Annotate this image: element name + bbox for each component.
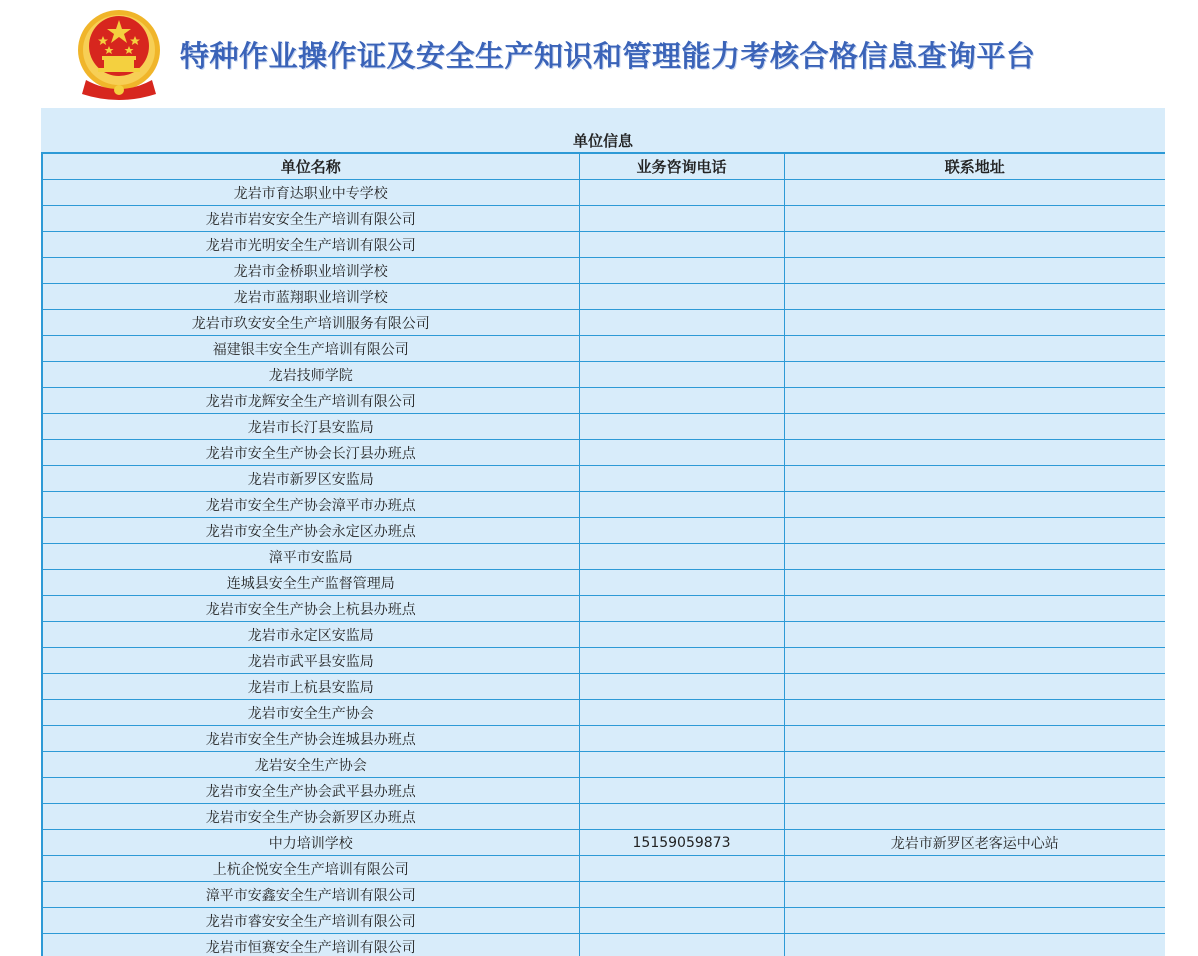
unit-name-cell: 龙岩市恒赛安全生产培训有限公司 [42,934,579,956]
address-cell [784,284,1165,310]
address-cell [784,232,1165,258]
table-row [42,232,1165,258]
table-row [42,700,1165,726]
address-cell [784,492,1165,518]
address-cell [784,778,1165,804]
table-row [42,336,1165,362]
phone-cell [579,310,784,336]
table-row [42,570,1165,596]
unit-name-cell: 龙岩安全生产协会 [42,752,579,778]
address-cell [784,180,1165,206]
phone-cell [579,206,784,232]
table-row [42,752,1165,778]
phone-cell [579,180,784,206]
unit-name-cell: 福建银丰安全生产培训有限公司 [42,336,579,362]
unit-name-cell: 龙岩市玖安安全生产培训服务有限公司 [42,310,579,336]
unit-name-cell: 龙岩市金桥职业培训学校 [42,258,579,284]
table-row [42,544,1165,570]
unit-name-cell: 龙岩市安全生产协会新罗区办班点 [42,804,579,830]
phone-cell [579,466,784,492]
panel-title: 单位信息 [572,132,633,150]
table-row [42,180,1165,206]
phone-cell [579,570,784,596]
table-row [42,492,1165,518]
unit-name-cell: 龙岩市岩安安全生产培训有限公司 [42,206,579,232]
unit-name-cell: 龙岩市新罗区安监局 [42,466,579,492]
unit-name-cell: 上杭企悦安全生产培训有限公司 [42,856,579,882]
address-cell [784,258,1165,284]
phone-cell [579,778,784,804]
site-title: 特种作业操作证及安全生产知识和管理能力考核合格信息查询平台 [180,39,1036,73]
address-cell [784,908,1165,934]
phone-cell [579,336,784,362]
unit-name-cell: 龙岩市安全生产协会连城县办班点 [42,726,579,752]
phone-cell [579,726,784,752]
phone-cell [579,414,784,440]
table-row [42,310,1165,336]
table-row [42,830,1165,856]
unit-name-cell: 连城县安全生产监督管理局 [42,570,579,596]
phone-cell [579,362,784,388]
unit-name-cell: 中力培训学校 [42,830,579,856]
unit-name-cell: 龙岩市安全生产协会 [42,700,579,726]
unit-name-cell: 龙岩市光明安全生产培训有限公司 [42,232,579,258]
table-row [42,908,1165,934]
unit-name-cell: 龙岩市武平县安监局 [42,648,579,674]
unit-name-cell: 龙岩市永定区安监局 [42,622,579,648]
phone-cell [579,284,784,310]
phone-cell [579,622,784,648]
phone-cell [579,674,784,700]
table-row [42,362,1165,388]
phone-cell [579,934,784,956]
address-cell [784,544,1165,570]
unit-name-cell: 龙岩市安全生产协会武平县办班点 [42,778,579,804]
address-cell [784,648,1165,674]
address-cell [784,206,1165,232]
unit-name-cell: 龙岩技师学院 [42,362,579,388]
table-row [42,726,1165,752]
address-cell [784,336,1165,362]
address-cell [784,726,1165,752]
address-cell [784,518,1165,544]
unit-info-panel [41,108,1165,956]
address-cell [784,570,1165,596]
address-cell [784,856,1165,882]
address-cell [784,362,1165,388]
address-cell [784,700,1165,726]
unit-name-cell: 龙岩市安全生产协会永定区办班点 [42,518,579,544]
table-row [42,596,1165,622]
phone-cell [579,804,784,830]
column-header-phone: 业务咨询电话 [579,153,784,180]
phone-cell [579,544,784,570]
unit-name-cell: 龙岩市蓝翔职业培训学校 [42,284,579,310]
unit-name-cell: 龙岩市安全生产协会上杭县办班点 [42,596,579,622]
table-row [42,388,1165,414]
phone-cell [579,492,784,518]
table-row [42,466,1165,492]
address-cell [784,804,1165,830]
phone-cell [579,440,784,466]
table-row [42,648,1165,674]
address-cell [784,388,1165,414]
address-cell [784,466,1165,492]
address-cell [784,752,1165,778]
phone-cell: 15159059873 [579,830,784,856]
phone-cell [579,648,784,674]
phone-cell [579,258,784,284]
table-row [42,856,1165,882]
table-row [42,882,1165,908]
table-row [42,206,1165,232]
unit-name-cell: 龙岩市龙辉安全生产培训有限公司 [42,388,579,414]
unit-name-cell: 漳平市安鑫安全生产培训有限公司 [42,882,579,908]
unit-name-cell: 龙岩市育达职业中专学校 [42,180,579,206]
address-cell [784,934,1165,956]
phone-cell [579,882,784,908]
address-cell [784,310,1165,336]
address-cell [784,440,1165,466]
address-cell [784,674,1165,700]
address-cell [784,882,1165,908]
table-row [42,258,1165,284]
column-header-address: 联系地址 [784,153,1165,180]
phone-cell [579,232,784,258]
unit-name-cell: 龙岩市睿安安全生产培训有限公司 [42,908,579,934]
table-header-row [42,153,1165,180]
address-cell [784,414,1165,440]
address-cell [784,596,1165,622]
table-row [42,622,1165,648]
address-cell [784,622,1165,648]
phone-cell [579,700,784,726]
phone-cell [579,596,784,622]
phone-cell [579,388,784,414]
table-row [42,518,1165,544]
national-emblem-icon [76,6,162,102]
table-row [42,414,1165,440]
table-row [42,284,1165,310]
unit-table-body [42,180,1165,956]
unit-name-cell: 龙岩市长汀县安监局 [42,414,579,440]
unit-name-cell: 龙岩市安全生产协会漳平市办班点 [42,492,579,518]
address-cell: 龙岩市新罗区老客运中心站 [784,830,1165,856]
column-header-unit-name: 单位名称 [42,153,579,180]
phone-cell [579,518,784,544]
table-row [42,934,1165,956]
table-row [42,778,1165,804]
phone-cell [579,856,784,882]
unit-name-cell: 龙岩市上杭县安监局 [42,674,579,700]
phone-cell [579,908,784,934]
table-row [42,440,1165,466]
unit-name-cell: 龙岩市安全生产协会长汀县办班点 [42,440,579,466]
table-row [42,674,1165,700]
phone-cell [579,752,784,778]
unit-table [41,152,1165,956]
unit-name-cell: 漳平市安监局 [42,544,579,570]
table-row [42,804,1165,830]
page-header [0,0,1198,108]
